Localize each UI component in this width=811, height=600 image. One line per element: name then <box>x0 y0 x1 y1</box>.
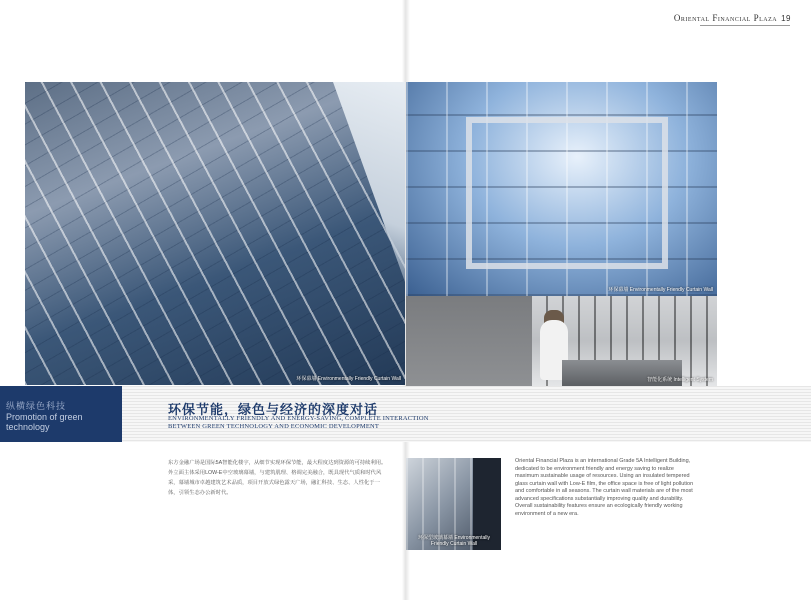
running-head <box>674 13 791 23</box>
curtain-wall-photo <box>406 458 501 550</box>
body-text-cn: 东方金融广场是国际5A智能化楼宇，从细节实现环保节能，最大程度达到资源的可持续利用。外立面主体采用LOW-E中空玻璃幕墙，与建筑肌理、格调完美融合，既具现代气质和时代风采，幕墙城市卓越建筑艺术品质，项目开放式绿色露天广场，融汇科技、生态、人性化于一体，引领生态办公新时代。 <box>168 460 387 496</box>
header-rule <box>700 25 790 26</box>
photo-caption: 环保型玻璃幕墙 Environmentally Friendly Curtain Wall <box>418 535 490 547</box>
photo-caption: 环保幕墙 Environmentally Friendly Curtain Wall <box>296 376 401 382</box>
section-label-cn: 纵横绿色科技 <box>6 401 67 411</box>
page-number: 19 <box>781 14 791 23</box>
body-text-en: Oriental Financial Plaza is an international Grade 5A Intelligent Building, dedicated to be environment friendly and energy saving to realize maximum sustainable usage of resources. Using an insulated tempered glass curtain wall with Low-E film, the office space is free of light pollution and comfortable in all seasons. The curtain wall materials are of the most advanced specifications substantially improving quality and durability. Overall sustainability features ensure an ecologically friendly working environment of a new era. <box>515 458 694 517</box>
sky-area <box>285 82 405 282</box>
control-room-photo <box>532 296 717 386</box>
heading-cn: 环保节能，绿色与经济的深度对话 <box>168 402 379 417</box>
roof-frame <box>466 117 668 269</box>
section-label-en: Promotion of green technology <box>6 412 83 432</box>
building-facade-photo <box>25 82 405 385</box>
heading-en-line1: ENVIRONMENTALLY FRIENDLY AND ENERGY-SAVING, COMPLETE INTERACTION <box>168 415 429 422</box>
gray-panel <box>406 296 532 386</box>
brand-name: Oriental Financial Plaza <box>673 13 778 23</box>
heading-en-line2: BETWEEN GREEN TECHNOLOGY AND ECONOMIC DEVELOPMENT <box>168 423 380 430</box>
photo-caption: 环保幕墙 Environmentally Friendly Curtain Wall <box>608 287 713 293</box>
glass-roof-photo <box>406 82 717 296</box>
photo-caption: 智能化系统 Intelligent System <box>647 377 713 383</box>
